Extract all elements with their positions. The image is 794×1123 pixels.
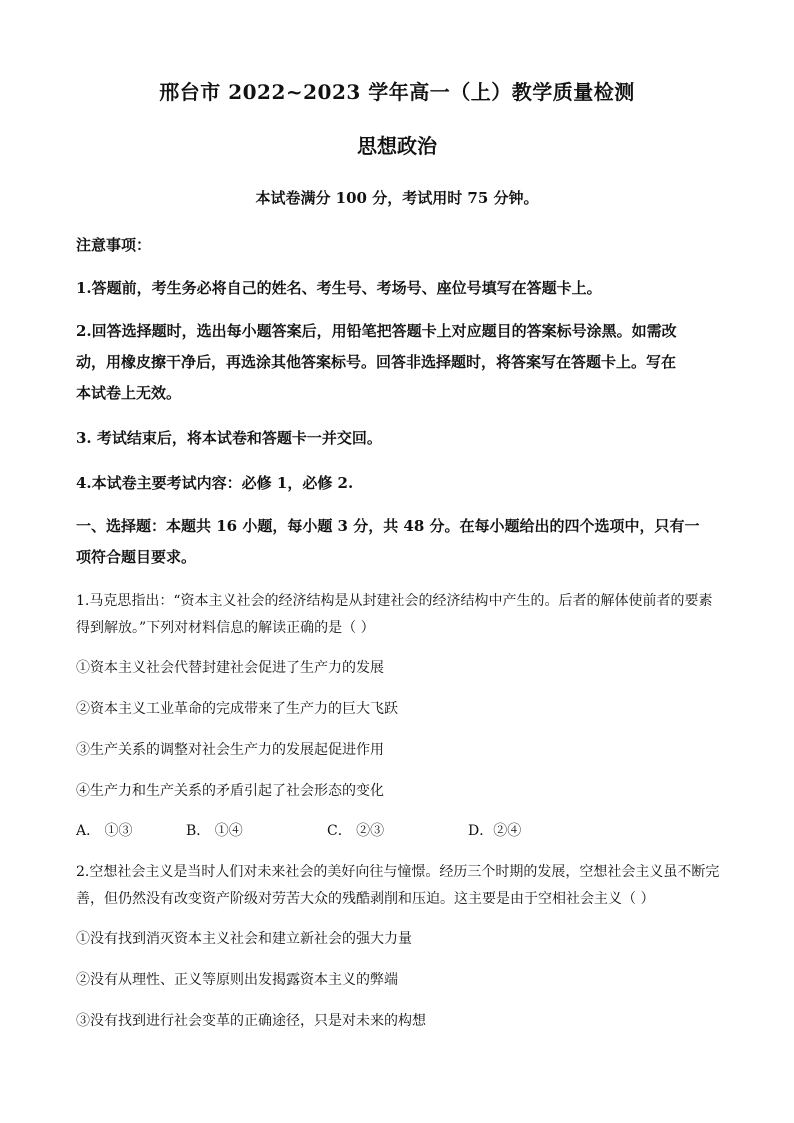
notice-item-4: 4.本试卷主要考试内容：必修 1，必修 2.: [76, 474, 354, 492]
q1-option-b: B． ①④: [186, 823, 243, 839]
exam-title: 邢台市 2022~2023 学年高一（上）教学质量检测: [159, 80, 635, 104]
section-1-heading-line-2: 项符合题目要求。: [76, 548, 197, 566]
subject-title: 思想政治: [357, 134, 437, 158]
notice-item-2-line-3: 本试卷上无效。: [76, 384, 182, 402]
q2-stem-line-2: 善，但仍然没有改变资产阶级对劳苦大众的残酷剥削和压迫。这主要是由于空相社会主义（ ）: [76, 891, 655, 907]
q2-statement-3: ③没有找到进行社会变革的正确途径，只是对未来的构想: [76, 1013, 426, 1029]
q1-stem-line-1: 1.马克思指出：“资本主义社会的经济结构是从封建社会的经济结构中产生的。后者的解体使前者的要素: [76, 593, 713, 609]
q1-statement-3: ③生产关系的调整对社会生产力的发展起促进作用: [76, 742, 384, 758]
notice-item-2-line-1: 2.回答选择题时，选出每小题答案后，用铅笔把答题卡上对应题目的答案标号涂黑。如需改: [76, 322, 677, 340]
notice-heading: 注意事项：: [76, 236, 152, 254]
q1-statement-2: ②资本主义工业革命的完成带来了生产力的巨大飞跃: [76, 701, 398, 717]
q1-stem-line-2: 得到解放。”下列对材料信息的解读正确的是（ ）: [76, 620, 375, 636]
score-note: 本试卷满分 100 分，考试用时 75 分钟。: [255, 189, 539, 207]
notice-item-1: 1.答题前，考生务必将自己的姓名、考生号、考场号、座位号填写在答题卡上。: [76, 279, 602, 297]
q1-option-c: C． ②③: [327, 823, 385, 839]
q2-statement-2: ②没有从理性、正义等原则出发揭露资本主义的弊端: [76, 972, 398, 988]
q1-statement-4: ④生产力和生产关系的矛盾引起了社会形态的变化: [76, 783, 384, 799]
q1-option-a: A． ①③: [76, 823, 133, 839]
q1-statement-1: ①资本主义社会代替封建社会促进了生产力的发展: [76, 660, 384, 676]
notice-item-3: 3. 考试结束后，将本试卷和答题卡一并交回。: [76, 429, 382, 447]
q1-option-d: D．②④: [468, 823, 522, 839]
section-1-heading-line-1: 一、选择题：本题共 16 小题，每小题 3 分，共 48 分。在每小题给出的四个选项中，只有一: [76, 517, 700, 535]
q2-statement-1: ①没有找到消灭资本主义社会和建立新社会的强大力量: [76, 931, 412, 947]
notice-item-2-line-2: 动，用橡皮擦干净后，再选涂其他答案标号。回答非选择题时，将答案写在答题卡上。写在: [76, 353, 677, 371]
q2-stem-line-1: 2.空想社会主义是当时人们对未来社会的美好向往与憧憬。经历三个时期的发展，空想社会主义虽不断完: [76, 864, 720, 880]
